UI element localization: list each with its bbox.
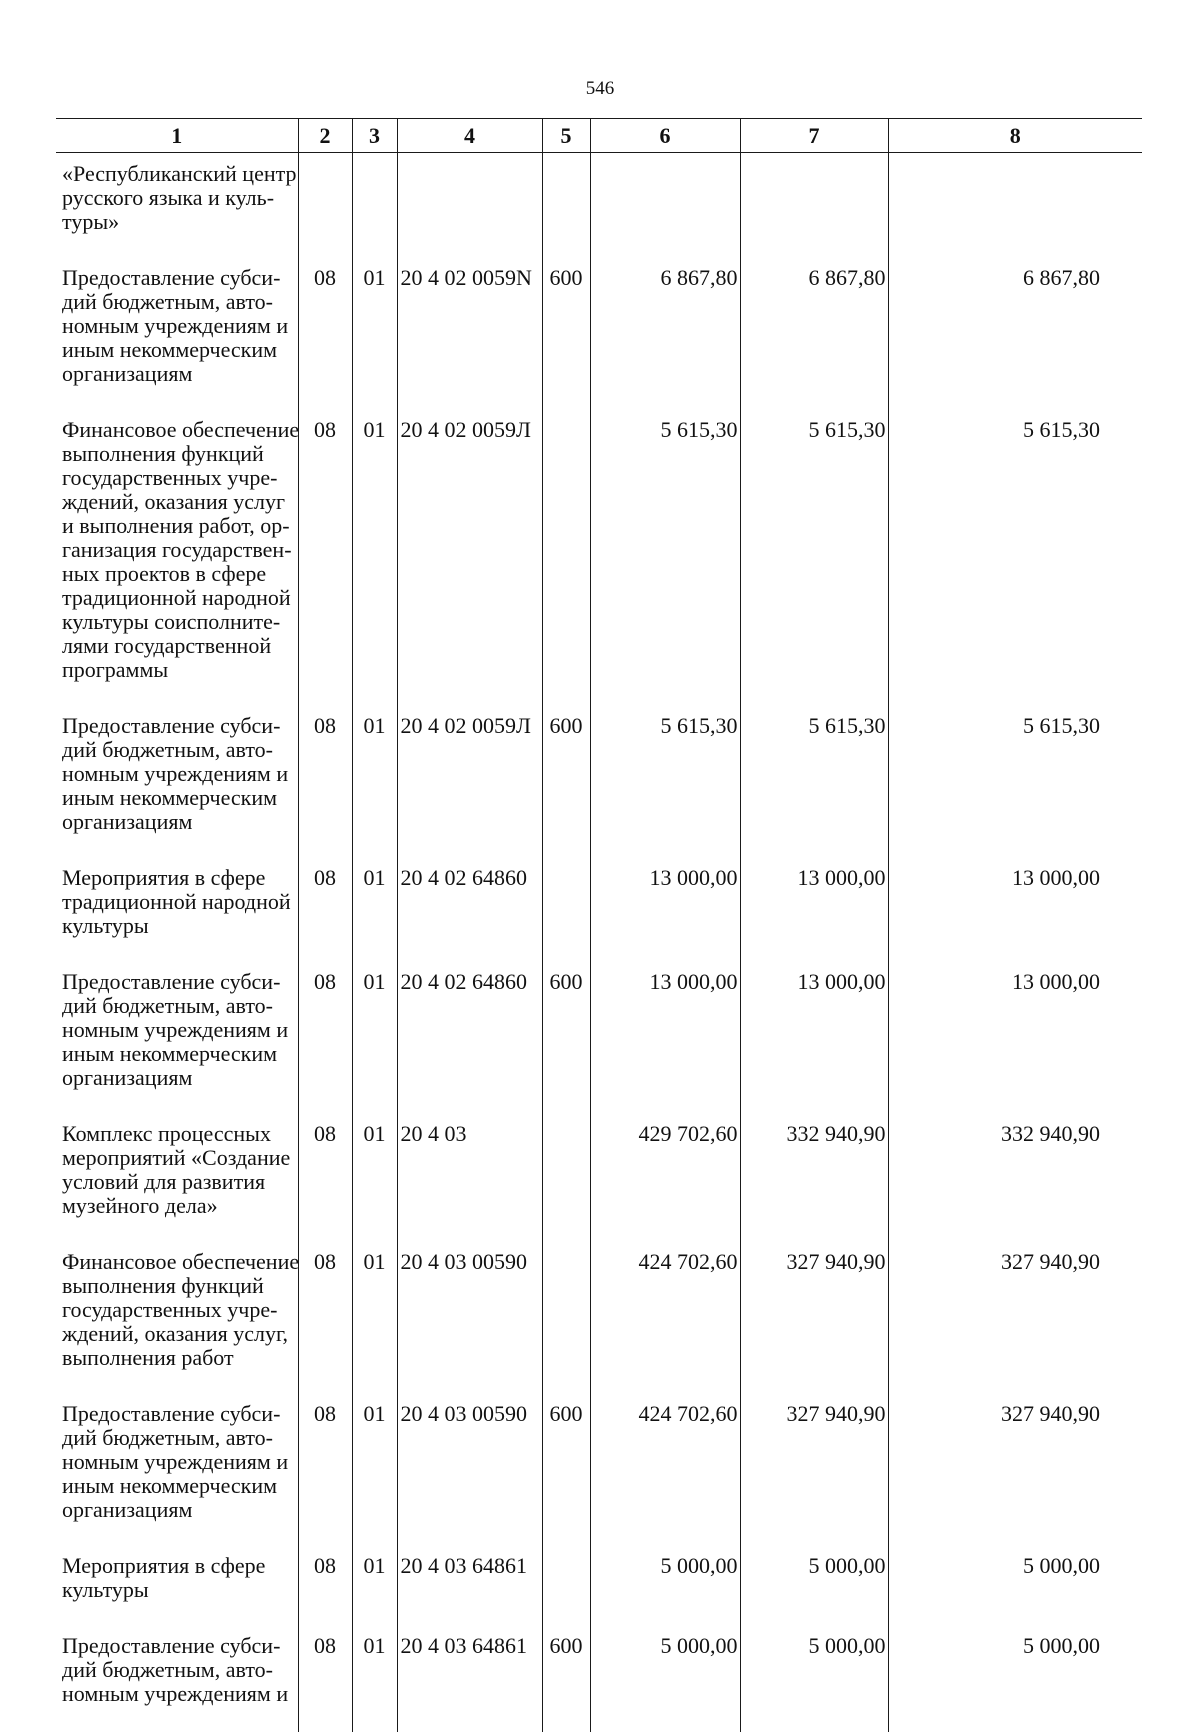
- description-line: ных проектов в сфере: [62, 562, 296, 586]
- description-line: программы: [62, 658, 296, 682]
- description-line: лями государственной: [62, 634, 296, 658]
- column-header-1: 1: [56, 119, 298, 153]
- amount-col-7: 13 000,00: [740, 856, 888, 960]
- description-line: Мероприятия в сфере: [62, 1554, 296, 1578]
- description-line: традиционной народной: [62, 890, 296, 914]
- description-line: мероприятий «Создание: [62, 1146, 296, 1170]
- description-line: дий бюджетным, авто-: [62, 1658, 296, 1682]
- table-row: [56, 1240, 1142, 1392]
- expense-type-code: [542, 856, 590, 960]
- table-body: [56, 153, 1142, 1732]
- description-line: организациям: [62, 1066, 296, 1090]
- column-header-7: 7: [740, 119, 888, 153]
- description-line: музейного дела»: [62, 1194, 296, 1218]
- page-number: 546: [0, 78, 1200, 100]
- description-line: Предоставление субси-: [62, 1402, 296, 1426]
- table-row: [56, 153, 1142, 257]
- section-code: 08: [298, 1392, 352, 1544]
- description-line: номным учреждениям и: [62, 314, 296, 338]
- amount-col-6: 13 000,00: [590, 856, 740, 960]
- amount-col-7: 5 615,30: [740, 704, 888, 856]
- subsection-code: 01: [352, 408, 397, 704]
- description-line: Предоставление субси-: [62, 714, 296, 738]
- subsection-code: 01: [352, 704, 397, 856]
- description-line: иным некоммерческим: [62, 786, 296, 810]
- row-description: [56, 704, 298, 856]
- amount-col-6: [590, 153, 740, 257]
- budget-table-container: [56, 118, 1142, 1732]
- expense-type-code: [542, 1544, 590, 1624]
- target-article-code: 20 4 03 64861: [397, 1624, 542, 1732]
- description-line: организациям: [62, 810, 296, 834]
- description-line: государственных учре-: [62, 1298, 296, 1322]
- table-row: [56, 256, 1142, 408]
- description-line: ждений, оказания услуг: [62, 490, 296, 514]
- section-code: 08: [298, 1112, 352, 1240]
- table-row: [56, 960, 1142, 1112]
- expense-type-code: [542, 153, 590, 257]
- description-line: ждений, оказания услуг,: [62, 1322, 296, 1346]
- column-header-8: 8: [888, 119, 1142, 153]
- row-description: [56, 1544, 298, 1624]
- description-line: Финансовое обеспечение: [62, 418, 296, 442]
- expense-type-code: [542, 1112, 590, 1240]
- amount-col-7: 327 940,90: [740, 1392, 888, 1544]
- expense-type-code: [542, 408, 590, 704]
- row-description: [56, 1240, 298, 1392]
- table-row: [56, 1544, 1142, 1624]
- table-row: [56, 1392, 1142, 1544]
- description-line: условий для развития: [62, 1170, 296, 1194]
- description-line: ганизация государствен-: [62, 538, 296, 562]
- section-code: 08: [298, 1240, 352, 1392]
- description-line: организациям: [62, 1498, 296, 1522]
- target-article-code: 20 4 03 64861: [397, 1544, 542, 1624]
- expense-type-code: [542, 1240, 590, 1392]
- description-line: иным некоммерческим: [62, 1042, 296, 1066]
- description-line: русского языка и куль-: [62, 186, 296, 210]
- section-code: 08: [298, 960, 352, 1112]
- target-article-code: 20 4 02 0059Л: [397, 704, 542, 856]
- amount-col-8: 5 615,30: [888, 704, 1142, 856]
- header-row: [56, 119, 1142, 153]
- subsection-code: 01: [352, 1544, 397, 1624]
- section-code: 08: [298, 256, 352, 408]
- target-article-code: 20 4 03: [397, 1112, 542, 1240]
- amount-col-6: 5 000,00: [590, 1544, 740, 1624]
- table-row: [56, 704, 1142, 856]
- amount-col-7: [740, 153, 888, 257]
- amount-col-8: 6 867,80: [888, 256, 1142, 408]
- column-header-4: 4: [397, 119, 542, 153]
- row-description: [56, 153, 298, 257]
- description-line: Предоставление субси-: [62, 266, 296, 290]
- description-line: организациям: [62, 362, 296, 386]
- section-code: 08: [298, 408, 352, 704]
- amount-col-6: 424 702,60: [590, 1240, 740, 1392]
- description-line: выполнения функций: [62, 1274, 296, 1298]
- amount-col-8: 327 940,90: [888, 1392, 1142, 1544]
- target-article-code: 20 4 02 64860: [397, 856, 542, 960]
- expense-type-code: 600: [542, 1392, 590, 1544]
- amount-col-8: 5 615,30: [888, 408, 1142, 704]
- amount-col-8: 13 000,00: [888, 960, 1142, 1112]
- subsection-code: 01: [352, 256, 397, 408]
- table-header: [56, 119, 1142, 153]
- target-article-code: 20 4 03 00590: [397, 1240, 542, 1392]
- amount-col-6: 429 702,60: [590, 1112, 740, 1240]
- description-line: государственных учре-: [62, 466, 296, 490]
- column-header-2: 2: [298, 119, 352, 153]
- table-row: [56, 1112, 1142, 1240]
- row-description: [56, 256, 298, 408]
- row-description: [56, 856, 298, 960]
- section-code: [298, 153, 352, 257]
- subsection-code: 01: [352, 856, 397, 960]
- description-line: выполнения функций: [62, 442, 296, 466]
- row-description: [56, 960, 298, 1112]
- target-article-code: [397, 153, 542, 257]
- amount-col-8: 332 940,90: [888, 1112, 1142, 1240]
- expense-type-code: 600: [542, 1624, 590, 1732]
- description-line: дий бюджетным, авто-: [62, 738, 296, 762]
- amount-col-7: 332 940,90: [740, 1112, 888, 1240]
- expense-type-code: 600: [542, 960, 590, 1112]
- amount-col-8: [888, 153, 1142, 257]
- description-line: Комплекс процессных: [62, 1122, 296, 1146]
- target-article-code: 20 4 02 0059N: [397, 256, 542, 408]
- description-line: Предоставление субси-: [62, 970, 296, 994]
- amount-col-6: 424 702,60: [590, 1392, 740, 1544]
- description-line: номным учреждениям и: [62, 1018, 296, 1042]
- description-line: номным учреждениям и: [62, 1450, 296, 1474]
- amount-col-8: 327 940,90: [888, 1240, 1142, 1392]
- column-header-5: 5: [542, 119, 590, 153]
- row-description: [56, 408, 298, 704]
- subsection-code: 01: [352, 1240, 397, 1392]
- amount-col-7: 5 000,00: [740, 1544, 888, 1624]
- row-description: [56, 1624, 298, 1732]
- amount-col-7: 6 867,80: [740, 256, 888, 408]
- section-code: 08: [298, 704, 352, 856]
- description-line: номным учреждениям и: [62, 762, 296, 786]
- amount-col-6: 5 615,30: [590, 704, 740, 856]
- description-line: иным некоммерческим: [62, 1474, 296, 1498]
- section-code: 08: [298, 1544, 352, 1624]
- description-line: традиционной народной: [62, 586, 296, 610]
- description-line: и выполнения работ, ор-: [62, 514, 296, 538]
- subsection-code: 01: [352, 1112, 397, 1240]
- table-row: [56, 1624, 1142, 1732]
- amount-col-7: 5 615,30: [740, 408, 888, 704]
- description-line: иным некоммерческим: [62, 338, 296, 362]
- expense-type-code: 600: [542, 256, 590, 408]
- description-line: дий бюджетным, авто-: [62, 290, 296, 314]
- amount-col-6: 6 867,80: [590, 256, 740, 408]
- amount-col-8: 5 000,00: [888, 1624, 1142, 1732]
- description-line: выполнения работ: [62, 1346, 296, 1370]
- description-line: дий бюджетным, авто-: [62, 1426, 296, 1450]
- amount-col-7: 327 940,90: [740, 1240, 888, 1392]
- target-article-code: 20 4 03 00590: [397, 1392, 542, 1544]
- description-line: «Республиканский центр: [62, 162, 296, 186]
- amount-col-6: 5 615,30: [590, 408, 740, 704]
- description-line: Предоставление субси-: [62, 1634, 296, 1658]
- amount-col-7: 5 000,00: [740, 1624, 888, 1732]
- description-line: культуры соисполните-: [62, 610, 296, 634]
- description-line: Мероприятия в сфере: [62, 866, 296, 890]
- target-article-code: 20 4 02 0059Л: [397, 408, 542, 704]
- amount-col-7: 13 000,00: [740, 960, 888, 1112]
- description-line: культуры: [62, 1578, 296, 1602]
- row-description: [56, 1392, 298, 1544]
- description-line: номным учреждениям и: [62, 1682, 296, 1706]
- description-line: туры»: [62, 210, 296, 234]
- target-article-code: 20 4 02 64860: [397, 960, 542, 1112]
- subsection-code: 01: [352, 1624, 397, 1732]
- description-line: дий бюджетным, авто-: [62, 994, 296, 1018]
- expense-type-code: 600: [542, 704, 590, 856]
- amount-col-6: 13 000,00: [590, 960, 740, 1112]
- amount-col-8: 13 000,00: [888, 856, 1142, 960]
- description-line: Финансовое обеспечение: [62, 1250, 296, 1274]
- amount-col-8: 5 000,00: [888, 1544, 1142, 1624]
- subsection-code: 01: [352, 1392, 397, 1544]
- table-row: [56, 856, 1142, 960]
- amount-col-6: 5 000,00: [590, 1624, 740, 1732]
- description-line: культуры: [62, 914, 296, 938]
- budget-table: [56, 118, 1142, 1732]
- column-header-3: 3: [352, 119, 397, 153]
- table-row: [56, 408, 1142, 704]
- subsection-code: [352, 153, 397, 257]
- subsection-code: 01: [352, 960, 397, 1112]
- section-code: 08: [298, 1624, 352, 1732]
- row-description: [56, 1112, 298, 1240]
- section-code: 08: [298, 856, 352, 960]
- column-header-6: 6: [590, 119, 740, 153]
